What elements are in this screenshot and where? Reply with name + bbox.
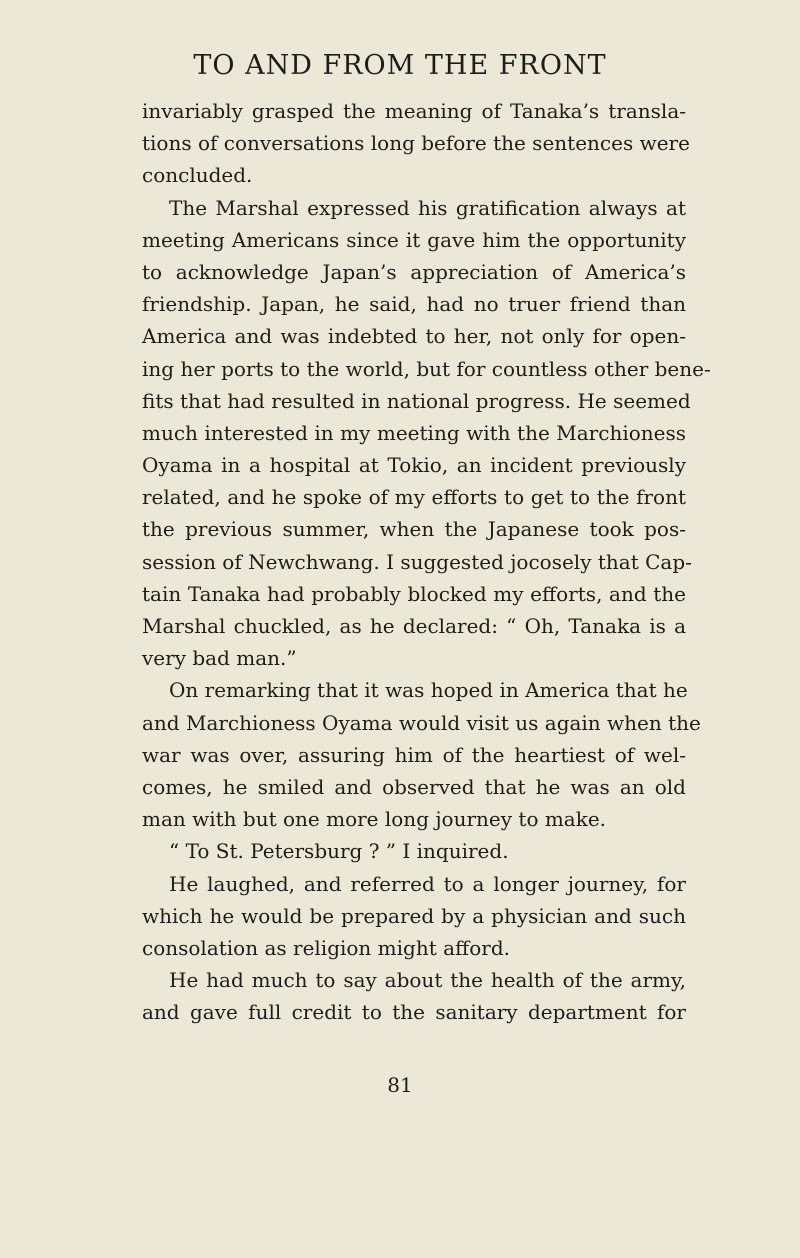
page-number: 81: [387, 1073, 413, 1097]
text-line: He had much to say about the health of the army,: [169, 968, 686, 993]
running-head: TO AND FROM THE FRONT: [193, 50, 607, 81]
text-line: very bad man.”: [142, 646, 297, 671]
text-line: meeting Americans since it gave him the opportunity: [142, 227, 686, 252]
text-line: He laughed, and referred to a longer journey, for: [169, 871, 686, 896]
text-line: and gave full credit to the sanitary department for: [142, 1000, 686, 1025]
text-line: tain Tanaka had probably blocked my efforts, and the: [142, 581, 686, 606]
text-line: consolation as religion might afford.: [142, 935, 511, 960]
text-line: much interested in my meeting with the Marchioness: [142, 420, 686, 445]
body-text: [142, 95, 711, 1028]
text-line: friendship. Japan, he said, had no truer friend than: [142, 292, 686, 317]
text-line: “ To St. Petersburg ? ” I inquired.: [169, 839, 509, 864]
text-line: session of Newchwang. I suggested jocosely that Cap-: [142, 549, 692, 574]
text-line: related, and he spoke of my efforts to get to the front: [142, 485, 686, 510]
text-line: invariably grasped the meaning of Tanaka’s transla-: [142, 99, 686, 123]
text-line: Oyama in a hospital at Tokio, an incident previously: [142, 453, 686, 478]
text-line: ing her ports to the world, but for countless other bene-: [142, 356, 711, 381]
text-line: war was over, assuring him of the heartiest of wel-: [142, 742, 686, 767]
text-line: tions of conversations long before the sentences were: [142, 131, 690, 156]
text-line: On remarking that it was hoped in America that he: [169, 678, 688, 703]
text-line: comes, he smiled and observed that he was an old: [142, 774, 686, 799]
text-line: The Marshal expressed his gratification always at: [169, 195, 686, 220]
text-line: concluded.: [142, 163, 253, 188]
text-line: America and was indebted to her, not only for open-: [142, 324, 686, 349]
text-line: the previous summer, when the Japanese took pos-: [142, 517, 686, 542]
text-line: and Marchioness Oyama would visit us again when the: [142, 710, 701, 735]
text-line: man with but one more long journey to make.: [142, 807, 607, 832]
text-line: to acknowledge Japan’s appreciation of America’s: [142, 259, 686, 284]
text-line: fits that had resulted in national progress. He seemed: [142, 388, 691, 413]
text-line: which he would be prepared by a physician and such: [142, 903, 686, 928]
text-line: Marshal chuckled, as he declared: “ Oh, Tanaka is a: [142, 614, 686, 638]
